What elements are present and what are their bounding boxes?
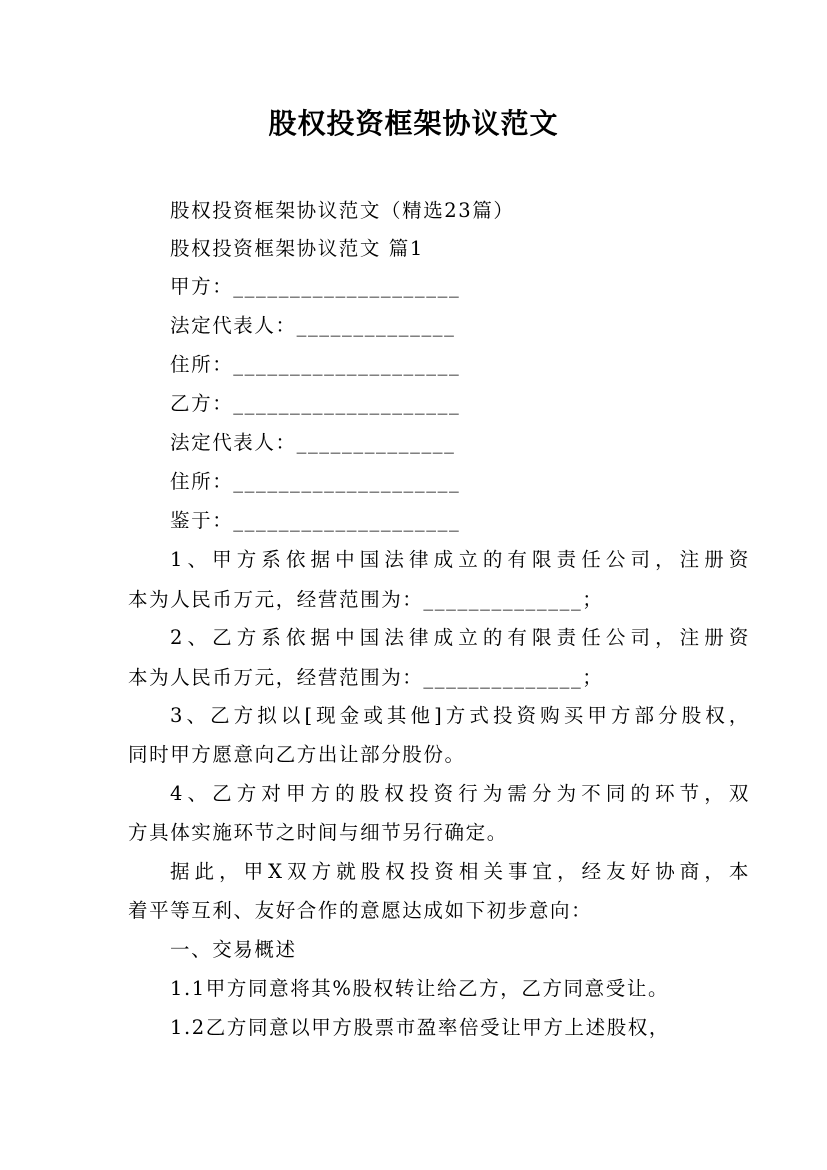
- document-title: 股权投资框架协议范文: [268, 107, 559, 140]
- party-b-representative-field: 法定代表人：______________: [170, 431, 456, 454]
- clause-4-line-1: 4、乙方对甲方的股权投资行为需分为不同的环节，双: [170, 782, 750, 805]
- clause-2-line-1: 2、乙方系依据中国法律成立的有限责任公司，注册资: [170, 626, 750, 649]
- clause-2-line-2: 本为人民币万元，经营范围为：______________；: [128, 666, 604, 689]
- party-b-field: 乙方：____________________: [170, 392, 461, 415]
- party-a-address-field: 住所：____________________: [170, 353, 461, 376]
- clause-4-line-2: 方具体实施环节之时间与细节另行确定。: [128, 821, 508, 844]
- agreement-line-1: 据此，甲X双方就股权投资相关事宜，经友好协商，本: [170, 860, 750, 883]
- party-b-address-field: 住所：____________________: [170, 470, 461, 493]
- agreement-line-2: 着平等互利、友好合作的意愿达成如下初步意向：: [128, 899, 593, 922]
- clause-3-line-2: 同时甲方愿意向乙方出让部分股份。: [128, 743, 466, 766]
- clause-1-2: 1.2乙方同意以甲方股票市盈率倍受让甲方上述股权，: [170, 1016, 671, 1039]
- party-a-field: 甲方：____________________: [170, 275, 461, 298]
- party-a-representative-field: 法定代表人：______________: [170, 314, 456, 337]
- section-one-heading: 一、交易概述: [170, 938, 297, 961]
- section-heading: 股权投资框架协议范文 篇1: [170, 237, 424, 260]
- clause-3-line-1: 3、乙方拟以[现金或其他]方式投资购买甲方部分股权，: [170, 704, 750, 727]
- whereas-field: 鉴于：____________________: [170, 509, 461, 532]
- clause-1-line-2: 本为人民币万元，经营范围为：______________；: [128, 588, 604, 611]
- subtitle-line: 股权投资框架协议范文（精选23篇）: [170, 199, 515, 222]
- clause-1-line-1: 1、甲方系依据中国法律成立的有限责任公司，注册资: [170, 548, 750, 571]
- clause-1-1: 1.1甲方同意将其%股权转让给乙方，乙方同意受让。: [170, 977, 670, 1000]
